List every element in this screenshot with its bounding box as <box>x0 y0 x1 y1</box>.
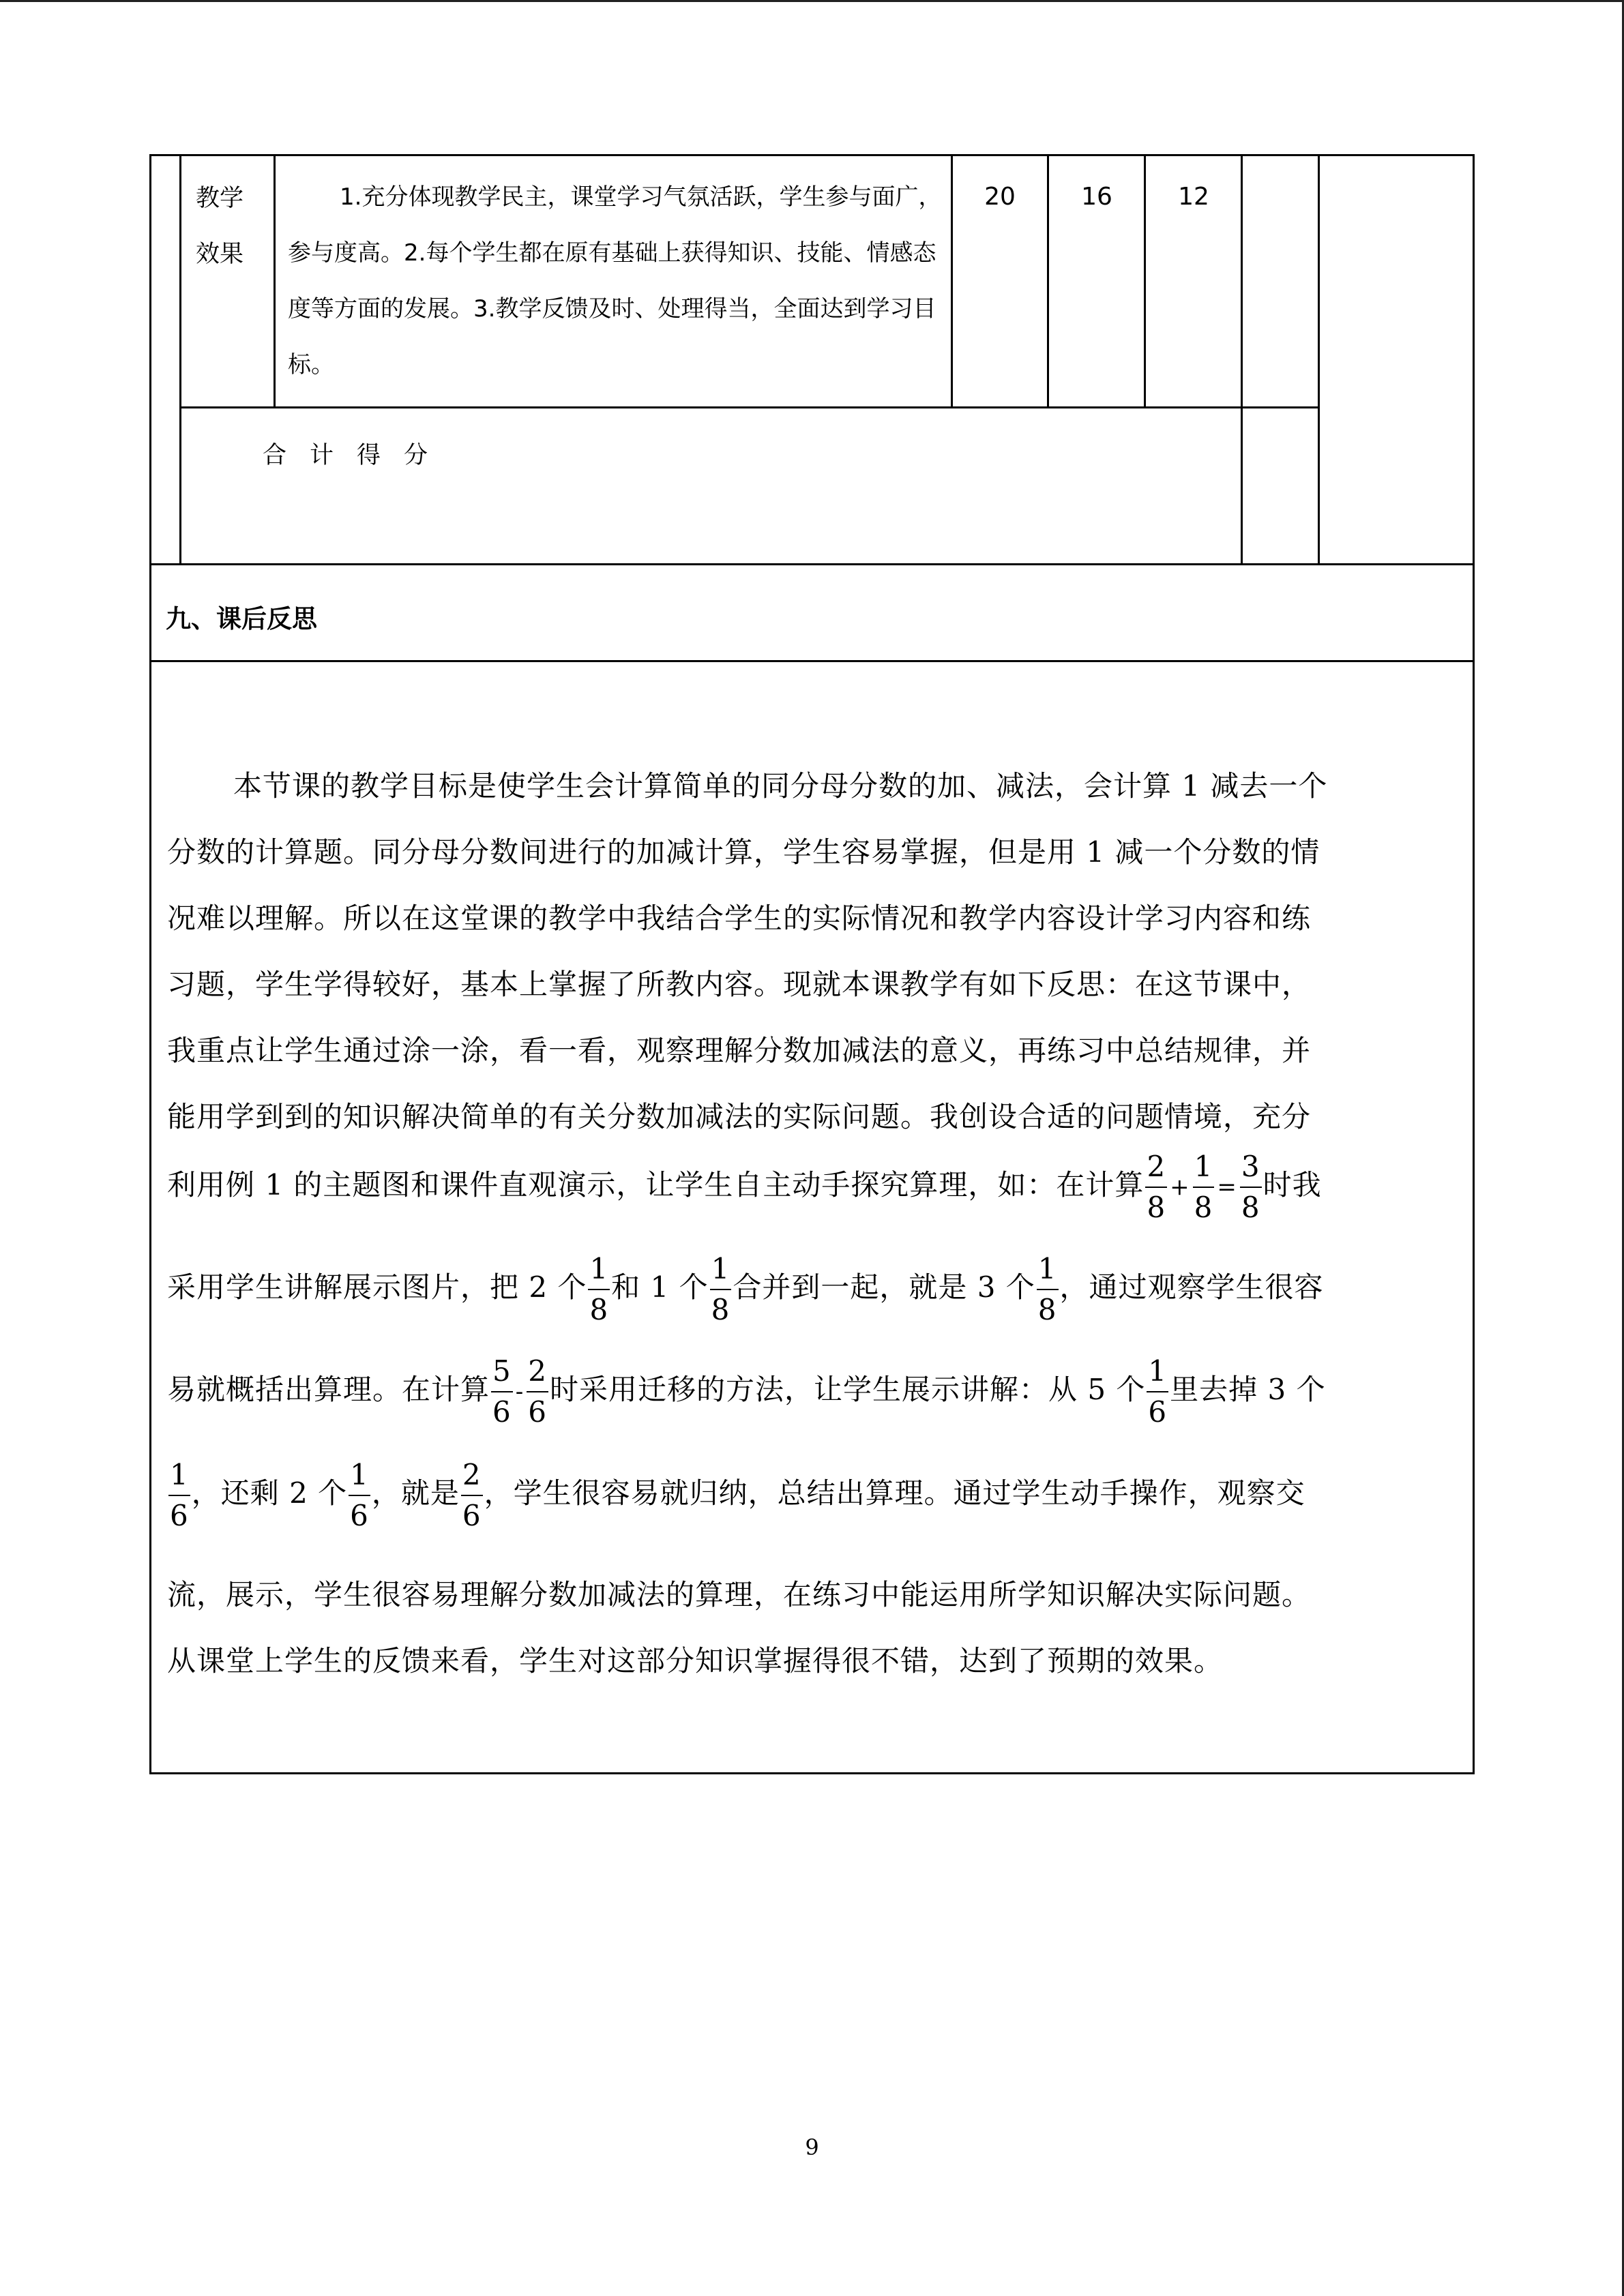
reflection-line-6: 能用学到到的知识解决简单的有关分数加减法的实际问题。我创设合适的问题情境，充分 <box>167 1100 1312 1133</box>
equals-sign: = <box>1217 1174 1237 1201</box>
fraction-1-6-b: $\frac{1}{6}$ <box>170 1458 189 1532</box>
reflection-line-1: 本节课的教学目标是使学生会计算简单的同分母分数的加、减法，会计算 1 减去一个 <box>233 769 1328 803</box>
plus-sign: + <box>1170 1174 1190 1201</box>
fraction-1-8-b: $\frac{1}{8}$ <box>711 1252 730 1326</box>
fraction-1-6-a: $\frac{1}{6}$ <box>1148 1354 1168 1429</box>
row-label-line1: 教学 <box>196 185 244 212</box>
fraction-2-8: $\frac{2}{8}$ <box>1147 1150 1166 1224</box>
section-title: 九、课后反思 <box>166 604 317 633</box>
fraction-1-6-c: $\frac{1}{6}$ <box>350 1458 369 1532</box>
evaluation-row-divider <box>179 406 1320 408</box>
fraction-1-8-c: $\frac{1}{8}$ <box>1037 1252 1057 1326</box>
fraction-1-8-a: $\frac{1}{8}$ <box>589 1252 609 1326</box>
score-excellent: 20 <box>984 183 1016 211</box>
reflection-line-10 <box>167 1458 1449 1532</box>
line8-text-d: ，通过观察学生很容 <box>1059 1270 1324 1304</box>
reflection-line-11: 流，展示，学生很容易理解分数加减法的算理，在练习中能运用所学知识解决实际问题。 <box>167 1578 1312 1611</box>
line10-text-c: ，学生很容易就归纳，总结出算理。通过学生动手操作，观察交 <box>484 1476 1305 1510</box>
score-fair: 12 <box>1178 183 1209 211</box>
col-divider-label <box>274 154 276 408</box>
reflection-line-8 <box>167 1252 1449 1326</box>
minus-sign: - <box>515 1378 525 1405</box>
line9-text-c: 里去掉 3 个 <box>1170 1373 1326 1406</box>
reflection-line-7 <box>167 1152 1449 1222</box>
fraction-2-6-a: $\frac{2}{6}$ <box>528 1354 547 1429</box>
total-score-label: 合计得分 <box>263 442 452 469</box>
fraction-2-6-b: $\frac{2}{6}$ <box>462 1458 482 1532</box>
line10-text-a: ，还剩 2 个 <box>191 1476 348 1510</box>
line8-text-c: 合并到一起，就是 3 个 <box>733 1270 1035 1304</box>
reflection-line-3: 况难以理解。所以在这堂课的教学中我结合学生的实际情况和教学内容设计学习内容和练 <box>167 901 1312 935</box>
line8-text-a: 采用学生讲解展示图片，把 2 个 <box>167 1270 587 1304</box>
reflection-line-4: 习题，学生学得较好，基本上掌握了所教内容。现就本课教学有如下反思：在这节课中， <box>167 968 1312 1001</box>
page-top-border <box>0 0 1624 2</box>
fraction-3-8: $\frac{3}{8}$ <box>1241 1150 1260 1224</box>
line9-text-b: 时采用迁移的方法，让学生展示讲解：从 5 个 <box>549 1373 1146 1406</box>
fraction-1-8: $\frac{1}{8}$ <box>1194 1150 1213 1224</box>
page-number: 9 <box>805 2134 819 2160</box>
line7-text-a: 利用例 1 的主题图和课件直观演示，让学生自主动手探究算理，如：在计算 <box>167 1168 1145 1202</box>
line9-text-a: 易就概括出算理。在计算 <box>167 1373 490 1406</box>
line7-text-b: 时我 <box>1263 1168 1322 1202</box>
reflection-line-2: 分数的计算题。同分母分数间进行的加减计算，学生容易掌握，但是用 1 减一个分数的情 <box>167 835 1320 869</box>
col-divider-score3 <box>1241 154 1243 565</box>
reflection-line-9 <box>167 1354 1449 1429</box>
reflection-line-5: 我重点让学生通过涂一涂，看一看，观察理解分数加减法的意义，再练习中总结规律，并 <box>167 1034 1312 1067</box>
line8-text-b: 和 1 个 <box>611 1270 709 1304</box>
criteria-text: 1.充分体现教学民主，课堂学习气氛活跃，学生参与面广，参与度高。2.每个学生都在原有基础上获得知识、技能、情感态度等方面的发展。3.教学反馈及时、处理得当，全面达到学习目标。 <box>288 183 942 378</box>
row-label-line2: 效果 <box>196 241 244 268</box>
reflection-line-12: 从课堂上学生的反馈来看，学生对这部分知识掌握得很不错，达到了预期的效果。 <box>167 1644 1224 1678</box>
section-divider-bottom <box>149 660 1475 662</box>
fraction-5-6: $\frac{5}{6}$ <box>492 1354 512 1429</box>
line10-text-b: ，就是 <box>371 1476 460 1510</box>
score-good: 16 <box>1081 183 1112 211</box>
